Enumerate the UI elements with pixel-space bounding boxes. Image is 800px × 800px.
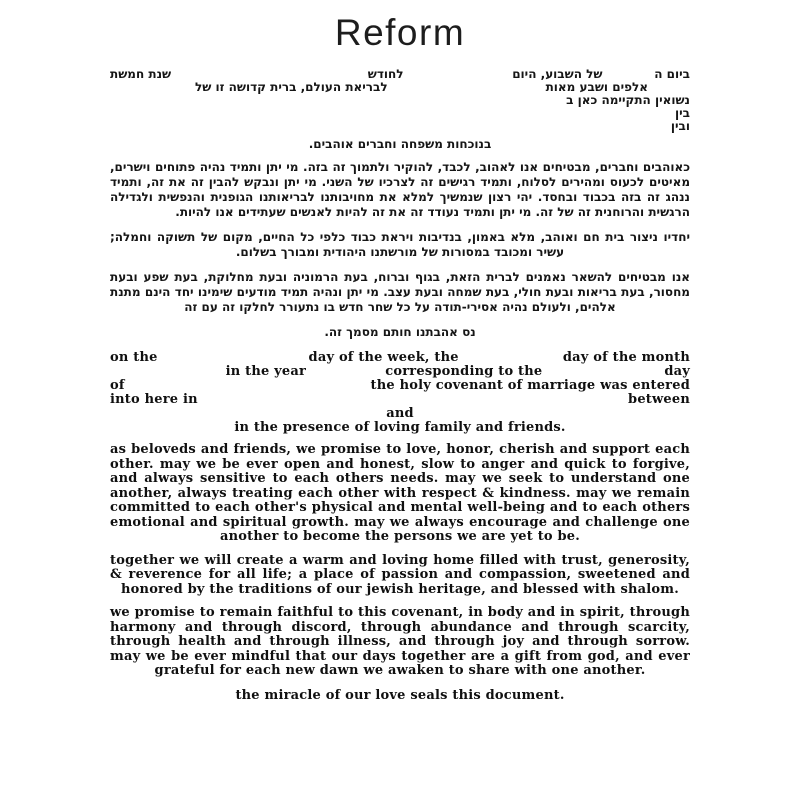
hebrew-date-block	[110, 68, 690, 133]
english-presence-line: in the presence of loving family and friends.	[234, 420, 566, 435]
page-title: Reform	[334, 12, 466, 53]
english-and-line: and	[386, 406, 414, 421]
english-of-text: of	[110, 378, 125, 393]
hebrew-paragraph-3: אנו מבטיחים להשאר נאמנים לברית הזאת, בגוף וברוח, בעת הרמוניה ובעת מחלוקת, בעת שפע ובעת מחסור, בעת בריאות ובעת חולי, בעת שמחה ובעת עצב. מי יתן ונהיה תמיד מודעים שימינו יחד הינם מתנת אלהים, ולעולם נהיה אסירי-תודה על כל שחר חדש בו נתעורר לחלקו זה עם זה	[110, 270, 690, 314]
english-year-text: in the year	[225, 364, 307, 379]
english-paragraph-3: we promise to remain faithful to this covenant, in body and in spirit, through harmony and through discord, through abundance and through scarcity, through health and through illness, and through joy and through sorrow. may we be ever mindful that our days together are a gift from god, and ever grateful for each new dawn we awaken to share with one another.	[110, 605, 690, 678]
document-body	[110, 68, 690, 703]
english-covenant-text: the holy covenant of marriage was entered	[370, 378, 690, 393]
hebrew-date-line-3: נשואין התקיימה כאן ב	[566, 93, 690, 107]
english-week-text: day of the week, the	[308, 350, 459, 365]
hebrew-between-line: בין	[675, 106, 690, 120]
english-fill-line-3	[110, 379, 690, 393]
hebrew-paragraph-2: יחדיו ניצור בית חם ואוהב, מלא באמון, בנדיבות ויראת כבוד כלפי כל החיים, מקום של תשוקה וחמלה; עשיר ומכובד במסורות של מורשתנו היהודית ומבורך בשלום.	[110, 230, 690, 259]
english-fill-line-1	[110, 351, 690, 365]
english-fill-line-2	[110, 365, 690, 379]
hebrew-week-text: של השבוע, היום	[512, 67, 603, 81]
hebrew-and-between-line: ובין	[670, 119, 690, 133]
english-into-here-text: into here in	[110, 392, 198, 407]
english-paragraph-1: as beloveds and friends, we promise to love, honor, cherish and support each other. may we be ever open and honest, slow to anger and quick to forgive, and always sensitive to each others needs. may we seek to understand one another, always treating each other with respect & kindness. may we remain committed to each other's physical and mental well-being and to each others emotional and spiritual growth. may we always encourage and challenge one another to become the persons we are yet to be.	[110, 442, 690, 544]
english-fill-line-4	[110, 393, 690, 407]
hebrew-year-text: שנת חמשת	[110, 67, 172, 81]
english-paragraph-2: together we will create a warm and loving home filled with trust, generosity, & reverence for all life; a place of passion and compassion, sweetened and honored by the traditions of our jewish heritage, and blessed with shalom.	[110, 552, 690, 597]
english-date-block	[110, 351, 690, 435]
hebrew-month-text: לחודש	[367, 67, 404, 81]
hebrew-presence-line: בנוכחות משפחה וחברים אוהבים.	[308, 137, 492, 151]
hebrew-creation-text: לבריאת העולם, ברית קדושה זו של	[195, 80, 388, 94]
english-month-text: day of the month	[562, 350, 690, 365]
english-between-text: between	[628, 392, 690, 407]
english-on-the-text: on the	[110, 350, 158, 365]
english-seal-line: the miracle of our love seals this document.	[235, 687, 565, 703]
english-corresponding-text: corresponding to the	[385, 364, 543, 379]
hebrew-date-prefix: ביום ה	[654, 67, 690, 81]
hebrew-year-thousands-text: אלפים ושבע מאות	[545, 80, 648, 94]
english-day-text: day	[664, 364, 690, 379]
hebrew-seal-line: נס אהבתנו חותם מסמך זה.	[324, 325, 476, 339]
hebrew-paragraph-1: כאוהבים וחברים, מבטיחים אנו לאהוב, לכבד, להוקיר ולתמוך זה בזה. מי יתן ותמיד נהיה פתוחים וישרים, מאיטים לכעוס ומהירים לסלוח, ותמיד רגישים זה לצרכיו של השני. מי יתן ונבקש להבין זה את זה, ותמיד ננהג זה בזה בכבוד ובחסד. יהי רצון שנמשיך למלא את מחויבותנו לבריאותנו הגופנית והנפשית ולגדילה הרגשית והרוחנית זה של זה. מי יתן ותמיד נעודד זה את זה להיות לאנשים שעתידים אנו להיות.	[110, 160, 690, 219]
